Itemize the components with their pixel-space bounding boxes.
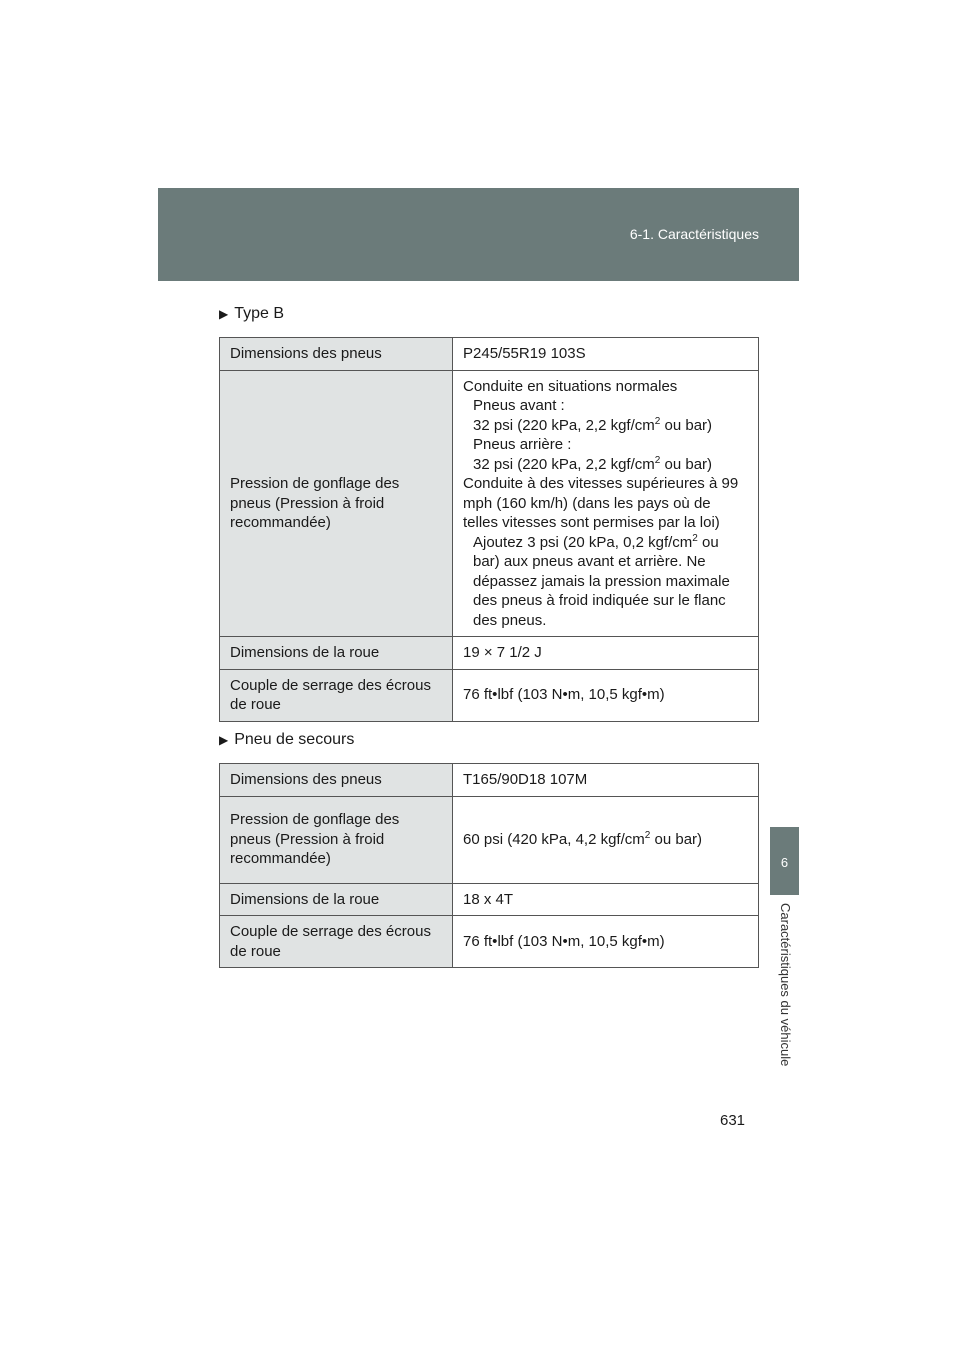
high-speed-text-a: Ajoutez 3 psi (20 kPa, 0,2 kgf/cm [473,533,693,551]
torque-label: Couple de serrage des écrous de roue [220,916,453,968]
high-speed-title: Conduite à des vitesses supérieures à 99 mph (160 km/h) (dans les pays où de telles vitesses sont permises par la loi) [463,475,739,531]
high-speed-text [463,533,748,631]
torque-value: 76 ft•lbf (103 N•m, 10,5 kgf•m) [453,916,759,968]
spare-title: Pneu de secours [234,731,355,748]
normal-driving-title: Conduite en situations normales [463,377,678,395]
wheel-size-label: Dimensions de la roue [220,637,453,670]
type-b-table [219,337,759,722]
wheel-size-value: 19 × 7 1/2 J [453,637,759,670]
spare-table [219,763,759,968]
front-value-unit: ou bar) [660,416,713,434]
table-row [220,764,759,797]
pressure-value [453,370,759,637]
pressure-value-unit: ou bar) [650,830,703,848]
tire-size-value: P245/55R19 103S [453,338,759,371]
wheel-size-value: 18 x 4T [453,883,759,916]
front-tires-label: Pneus avant : [473,397,565,414]
table-row [220,669,759,721]
table-row [220,796,759,883]
table-row [220,883,759,916]
front-tires-value [463,416,748,436]
high-speed-text-b: ou bar) aux pneus avant et arrière. Ne dépassez jamais la pression maximale des pneus à froid indiquée sur le flanc des pneus. [473,533,730,629]
exponent: 2 [692,532,698,544]
table-row [220,637,759,670]
chapter-tab-number: 6 [780,855,789,870]
page-number: 631 [720,1112,746,1129]
arrow-right-icon: ▶ [219,733,229,747]
rear-value-text: 32 psi (220 kPa, 2,2 kgf/cm [473,455,655,473]
wheel-size-label: Dimensions de la roue [220,883,453,916]
rear-value-unit: ou bar) [660,455,713,473]
table-row [220,370,759,637]
tire-size-value: T165/90D18 107M [453,764,759,797]
tire-size-label: Dimensions des pneus [220,338,453,371]
exponent: 2 [654,415,661,427]
pressure-label: Pression de gonflage des pneus (Pression à froid recommandée) [220,370,453,637]
chapter-tab [770,827,799,895]
exponent: 2 [654,454,661,466]
tire-size-label: Dimensions des pneus [220,764,453,797]
table-row [220,916,759,968]
header-band [158,188,799,281]
torque-label: Couple de serrage des écrous de roue [220,669,453,721]
pressure-value-text: 60 psi (420 kPa, 4,2 kgf/cm [463,830,645,848]
front-value-text: 32 psi (220 kPa, 2,2 kgf/cm [473,416,655,434]
exponent: 2 [644,829,651,841]
arrow-right-icon: ▶ [219,307,229,321]
torque-value: 76 ft•lbf (103 N•m, 10,5 kgf•m) [453,669,759,721]
chapter-label: Caractéristiques du véhicule [778,903,793,1067]
rear-tires-label: Pneus arrière : [473,436,572,453]
spare-heading [219,731,354,749]
table-row [220,338,759,371]
section-heading: 6-1. Caractéristiques [629,226,759,242]
rear-tires-value [463,455,748,475]
pressure-value [453,796,759,883]
type-b-heading [219,305,284,323]
pressure-label: Pression de gonflage des pneus (Pression à froid recommandée) [220,796,453,883]
type-b-title: Type B [234,305,285,322]
